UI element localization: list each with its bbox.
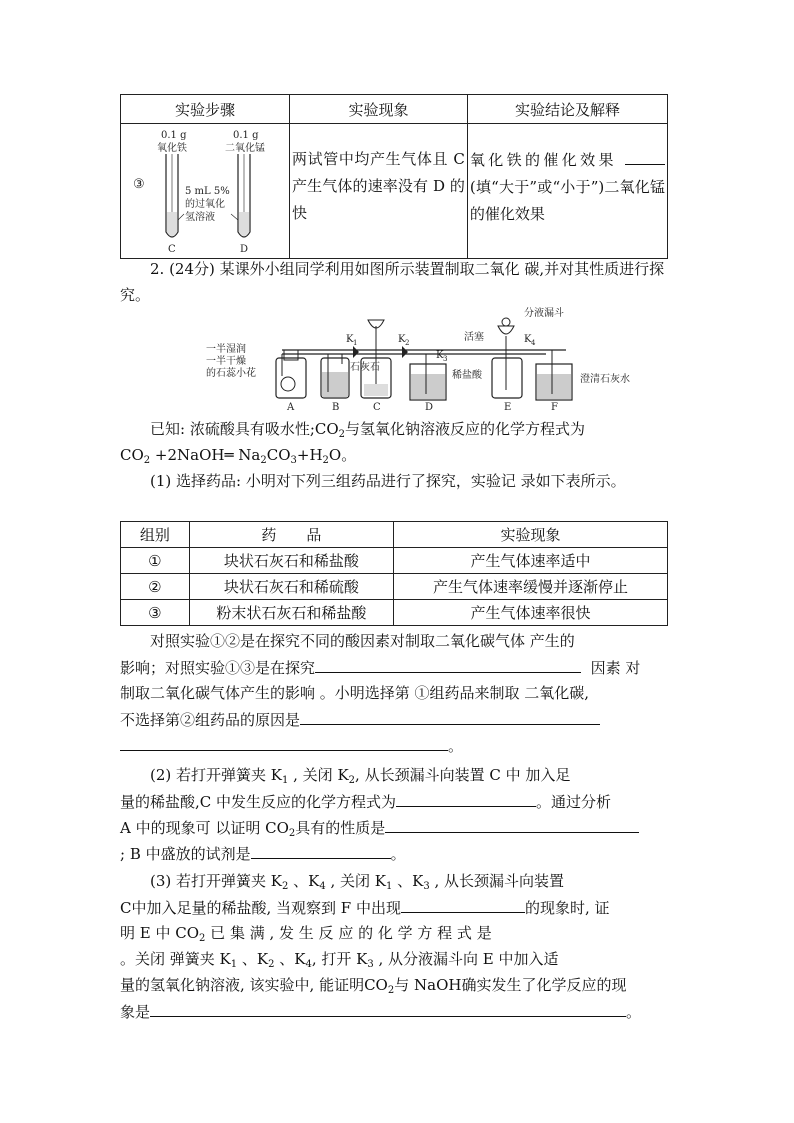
svg-text:2: 2	[405, 339, 410, 347]
table-header-row: 组别 药 品 实验现象	[121, 522, 668, 548]
svg-text:1: 1	[353, 339, 358, 347]
question-2-3-line-5: 量的氢氧化钠溶液, 该实验中, 能证明$CO_2$与 NaOH确实发生了化学反应的现	[120, 976, 627, 996]
answer-blank-4[interactable]	[120, 732, 448, 751]
conclusion-text-2: (填“大于”或“小于”)二氧化锰的催化效果	[469, 178, 665, 223]
reagents-table	[120, 521, 668, 626]
question-2-2-line-1: (2) 若打开弹簧夹 $K_1$ , 关闭 $K_2$, 从长颈漏斗向装置 C 中 加入足	[150, 766, 571, 786]
svg-text:石灰石: 石灰石	[350, 362, 380, 373]
svg-text:K: K	[436, 350, 444, 361]
table-row: ③ 粉末状石灰石和稀盐酸 产生气体速率很快	[121, 600, 668, 626]
svg-text:5 mL 5%: 5 mL 5%	[185, 186, 230, 197]
header-phenomenon: 实验现象	[290, 95, 468, 124]
svg-text:0.1 g: 0.1 g	[161, 130, 187, 141]
test-tube-c-icon	[166, 154, 178, 237]
table-header-row	[121, 95, 668, 124]
test-tube-diagram	[121, 124, 289, 254]
svg-text:稀盐酸: 稀盐酸	[452, 370, 482, 381]
answer-blank-1[interactable]	[625, 146, 665, 165]
svg-text:澄清石灰水: 澄清石灰水	[580, 374, 630, 385]
answer-blank-9[interactable]	[150, 998, 626, 1017]
question-2-3-line-1: (3) 若打开弹簧夹 $K_2$ 、$K_4$ , 关闭 $K_1$ 、$K_3$ , 从长颈漏斗向装置	[150, 872, 565, 892]
svg-text:A: A	[287, 402, 295, 413]
svg-text:D: D	[425, 402, 434, 413]
compare-line-5: 。	[120, 732, 680, 759]
svg-text:B: B	[332, 402, 340, 413]
conclusion-cell	[467, 124, 667, 259]
svg-text:的过氧化: 的过氧化	[185, 199, 225, 210]
table-row: ② 块状石灰石和稀硫酸 产生气体速率缓慢并逐渐停止	[121, 574, 668, 600]
question-2-2-line-3: A 中的现象可 以证明 $CO_2$具有的性质是	[120, 814, 680, 847]
svg-text:4: 4	[531, 339, 536, 347]
conclusion-text: 氧化铁的催化效果	[469, 151, 617, 169]
svg-text:活塞: 活塞	[464, 332, 484, 343]
apparatus-diagram	[206, 306, 646, 414]
header-conclusion: 实验结论及解释	[467, 95, 667, 124]
phenomenon-text: 两试管中均产生气体且 C 产生气体的速率没有 D 的快	[292, 150, 465, 222]
question-2-3-line-4: 。关闭 弹簧夹 $K_1$ 、$K_2$ 、$K_4$, 打开 $K_3$ , 从分液漏斗向 E 中加入适	[120, 950, 559, 970]
svg-text:K: K	[398, 334, 406, 345]
question-2-2-line-4: ; B 中盛放的试剂是 。	[120, 840, 680, 867]
answer-blank-3[interactable]	[300, 706, 600, 725]
answer-blank-6[interactable]	[385, 814, 639, 833]
answer-blank-5[interactable]	[396, 788, 536, 807]
question-2-1: (1) 选择药品: 小明对下列三组药品进行了探究，实验记 录如下表所示。	[150, 472, 626, 490]
header-steps: 实验步骤	[121, 95, 290, 124]
svg-text:分液漏斗: 分液漏斗	[524, 308, 564, 319]
known-equation: $CO_2$ +2NaOH═ $Na_2CO_3+H_2O$。	[120, 446, 357, 466]
svg-text:F: F	[551, 402, 558, 413]
svg-text:C: C	[373, 402, 381, 413]
test-tube-d-icon	[238, 154, 250, 237]
table-row: ① 块状石灰石和稀盐酸 产生气体速率适中	[121, 548, 668, 574]
bottle-a-icon	[276, 350, 306, 398]
svg-text:3: 3	[443, 355, 448, 363]
answer-blank-7[interactable]	[251, 840, 391, 859]
phenomenon-cell	[290, 124, 468, 259]
bottle-b-icon	[321, 354, 349, 398]
svg-text:E: E	[504, 402, 512, 413]
step-cell	[121, 124, 290, 259]
experiment-table	[120, 94, 668, 259]
question-2-3-line-3: 明 E 中 $CO_2$ 已 集 满 , 发 生 反 应 的 化 学 方 程 式 是	[120, 924, 492, 944]
beaker-f-icon	[536, 350, 572, 400]
svg-text:氢溶液: 氢溶液	[185, 212, 215, 223]
question-2-3-line-2: C中加入足量的稀盐酸, 当观察到 F 中出现 的现象时, 证	[120, 894, 680, 921]
svg-text:K: K	[346, 334, 354, 345]
question-2-intro: 2. (24分) 某课外小组同学利用如图所示装置制取二氧化 碳,并对其性质进行探究。	[120, 260, 665, 304]
known-info: 已知: 浓硫酸具有吸水性$;CO_2$与氢氧化钠溶液反应的化学方程式为	[150, 420, 586, 440]
svg-text:氧化铁: 氧化铁	[157, 143, 187, 154]
answer-blank-8[interactable]	[401, 894, 525, 913]
question-2-3-line-6: 象是 。	[120, 998, 680, 1025]
table-row	[121, 124, 668, 259]
compare-line-4: 不选择第②组药品的原因是	[120, 706, 680, 733]
svg-text:的石蕊小花: 的石蕊小花	[206, 368, 256, 379]
svg-text:C: C	[168, 244, 176, 254]
svg-text:一半干燥: 一半干燥	[206, 356, 246, 367]
svg-text:0.1 g: 0.1 g	[233, 130, 259, 141]
bottle-e-icon	[492, 358, 522, 398]
svg-text:K: K	[524, 334, 532, 345]
step-number: ③	[133, 177, 145, 192]
svg-text:一半湿润: 一半湿润	[206, 344, 246, 355]
question-2-2-line-2: 量的稀盐酸,C 中发生反应的化学方程式为 。通过分析	[120, 788, 680, 815]
svg-text:二氧化锰: 二氧化锰	[225, 143, 265, 154]
compare-line-1: 对照实验①②是在探究不同的酸因素对制取二氧化碳气体 产生的	[150, 632, 575, 650]
compare-line-2: 影响；对照实验①③是在探究 因素 对	[120, 654, 680, 681]
answer-blank-2[interactable]	[315, 654, 581, 673]
svg-text:D: D	[240, 244, 249, 254]
compare-line-3: 制取二氧化碳气体产生的影响 。小明选择第 ①组药品来制取 二氧化碳,	[120, 684, 590, 702]
bottle-c-icon	[361, 320, 391, 398]
